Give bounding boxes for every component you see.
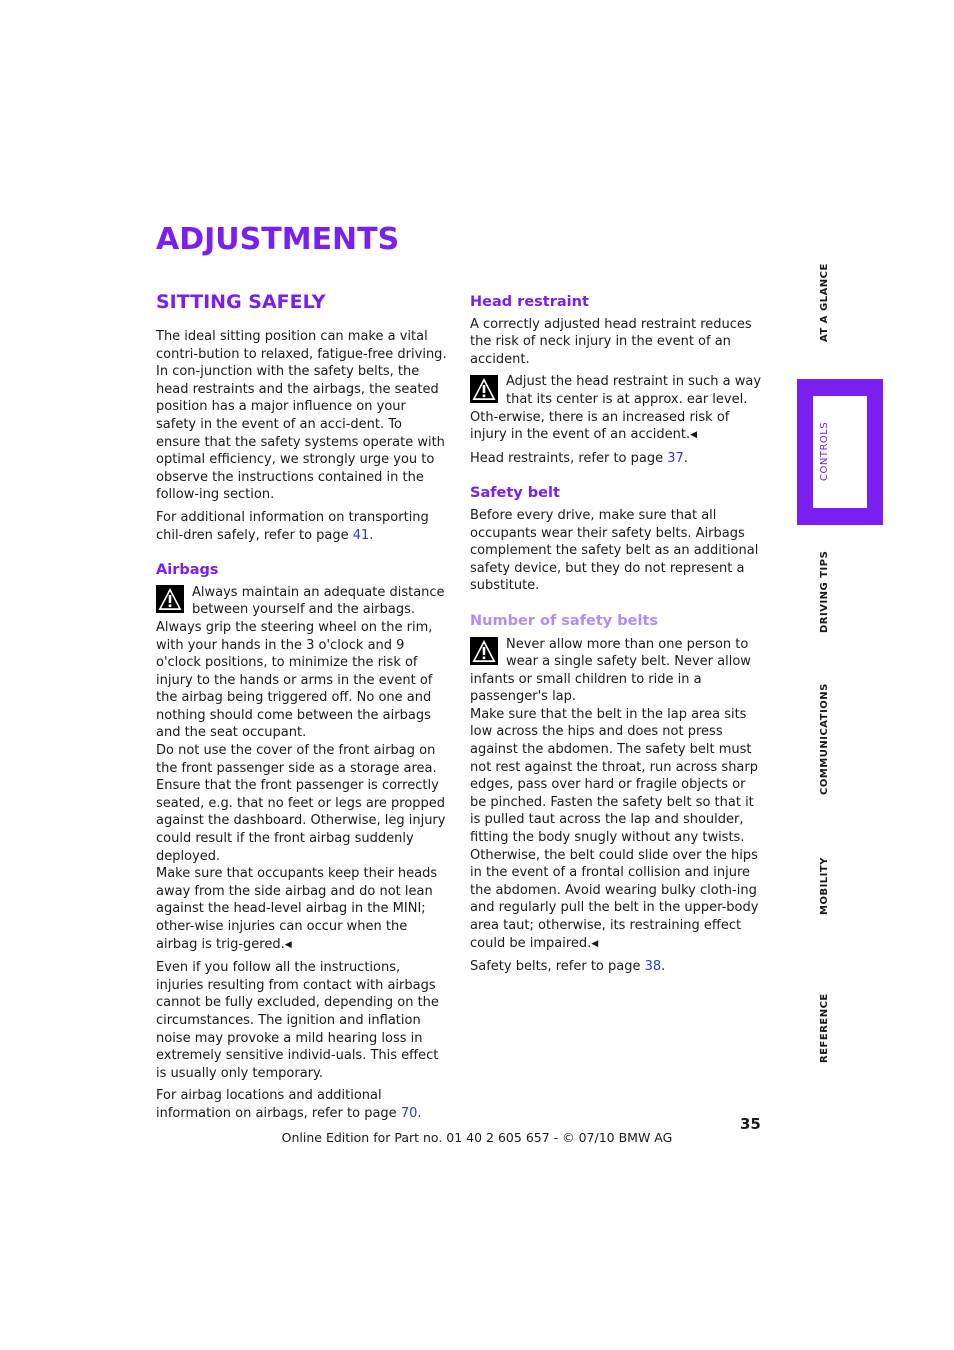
page-link-70[interactable]: 70 — [400, 1105, 418, 1121]
airbags-warning-paragraph: Always maintain an adequate distance between yourself and the airbags. Always grip the steering wheel on the rim, with your hands in the 3 o'clock and 9 o'clock positions, to minimize the risk of injury to the hands or arms in the event of the airbag being triggered off. No one and nothing should come between the airbags and the seat occupant. — [156, 584, 445, 741]
end-mark-icon: ◀ — [690, 430, 697, 441]
end-mark-icon: ◀ — [591, 938, 599, 949]
airbags-occupants-paragraph: Make sure that occupants keep their heads away from the side airbag and do not lean against the head-level airbag in the MINI; other-wise injuries can occur when the airbag is trig-gered.◀ — [156, 866, 438, 952]
airbags-heading: Airbags — [156, 562, 219, 579]
airbags-injury-paragraph: Even if you follow all the instructions, injuries resulting from contact with airbags cannot be fully excluded, depending on the circumstances. The ignition and inflation noise may provoke a mild hearing loss in extremely sensitive individ-uals. This effect is usually only temporary. — [156, 960, 439, 1081]
head-restraint-warning-paragraph: Adjust the head restraint in such a way that its center is at approx. ear level. Oth-erwise, there is an increased risk of injury in the event of an accident.◀ — [470, 374, 762, 443]
safety-belts-reference: Safety belts, refer to page 38. — [470, 959, 666, 975]
tab-reference[interactable]: REFERENCE — [819, 993, 830, 1063]
footer-edition-note: Online Edition for Part no. 01 40 2 605 657 - © 07/10 BMW AG — [281, 1130, 673, 1145]
intro-paragraph: The ideal sitting position can make a vital contri-bution to relaxed, fatigue-free driving. In con-junction with the safety belts, the head restraints and the airbags, the seated position has a major influence on your safety in the event of an acci-dent. To ensure that the safety systems operate with optimal efficiency, we strongly urge you to observe the instructions contained in the follow-ing section. — [156, 329, 447, 503]
page-title: ADJUSTMENTS — [156, 222, 400, 257]
page-link-37[interactable]: 37 — [667, 450, 684, 466]
head-restraint-paragraph: A correctly adjusted head restraint reduces the risk of neck injury in the event of an accident. — [470, 316, 752, 367]
tab-communications[interactable]: COMMUNICATIONS — [819, 683, 830, 795]
end-mark-icon: ◀ — [284, 939, 292, 950]
section-title: SITTING SAFELY — [156, 291, 326, 313]
page-number: 35 — [740, 1115, 761, 1133]
warning-triangle-icon — [156, 585, 184, 613]
safety-belt-paragraph: Before every drive, make sure that all occupants wear their safety belts. Airbags complement the safety belt as an additional safety device, but they do not represent a substitute. — [470, 507, 759, 594]
head-restraint-heading: Head restraint — [470, 294, 589, 310]
children-paragraph: For additional information on transporting chil-dren safely, refer to page 41. — [156, 509, 429, 543]
tab-mobility[interactable]: MOBILITY — [819, 857, 830, 915]
number-of-belts-heading: Number of safety belts — [470, 612, 659, 629]
tab-controls[interactable]: CONTROLS — [819, 421, 830, 481]
airbags-location-paragraph: For airbag locations and additional information on airbags, refer to page 70. — [156, 1088, 422, 1121]
belt-position-paragraph: Make sure that the belt in the lap area sits low across the hips and does not press against the abdomen. The safety belt must not rest against the throat, run across sharp edges, pass over hard or fragile objects or be pinched. Fasten the safety belt so that it is pulled taut across the lap and shoulder, fitting the body snugly without any twists. Otherwise, the belt could slide over the hips in the event of a frontal collision and injure the abdomen. Avoid wearing bulky cloth-ing and regularly pull the belt in the upper-body area taut; otherwise, its restraining effect could be impaired.◀ — [470, 706, 759, 951]
page-link-38[interactable]: 38 — [644, 959, 662, 975]
tab-at-a-glance[interactable]: AT A GLANCE — [819, 263, 830, 342]
right-column — [470, 294, 762, 976]
head-restraint-reference: Head restraints, refer to page 37. — [470, 450, 688, 466]
page-link-41[interactable]: 41 — [352, 527, 370, 543]
safety-belt-heading: Safety belt — [470, 485, 560, 502]
number-of-belts-warning-paragraph: Never allow more than one person to wear a single safety belt. Never allow infants or small children to ride in a passenger's lap. — [470, 636, 751, 705]
tab-driving-tips[interactable]: DRIVING TIPS — [819, 550, 830, 633]
warning-triangle-icon — [470, 375, 498, 403]
airbags-cover-paragraph: Do not use the cover of the front airbag on the front passenger side as a storage area. Ensure that the front passenger is correctly seated, e.g. that no feet or legs are propped against the dashboard. Otherwise, leg injury could result if the front airbag suddenly deployed. — [156, 743, 446, 864]
left-column — [156, 328, 448, 1123]
warning-triangle-icon — [470, 637, 498, 665]
